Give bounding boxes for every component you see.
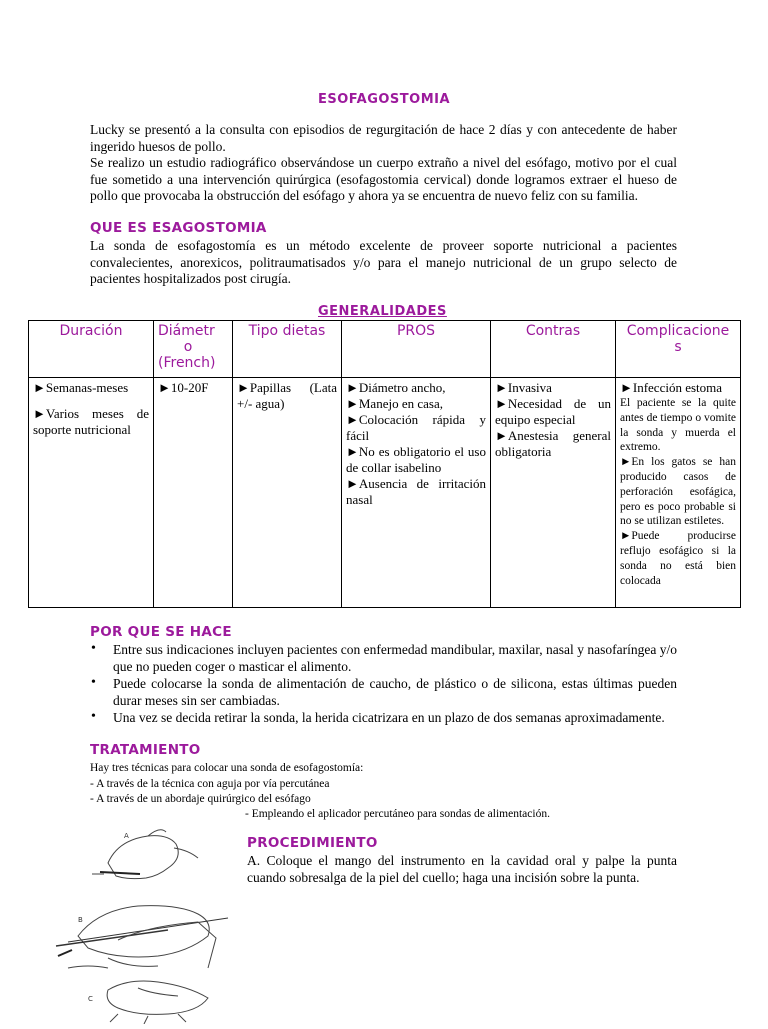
pros-item: ►Colocación rápida y fácil	[346, 412, 486, 443]
list-item: • Entre sus indicaciones incluyen pacientes con enfermedad mandibular, maxilar, nasal y nasofaríngea y/o que no pueden coger o masticar el alimento.	[91, 641, 677, 674]
por-que-list	[90, 642, 677, 728]
cell-duracion	[29, 378, 154, 608]
figure-label-c: C	[88, 995, 93, 1003]
tratamiento-item: - Empleando el aplicador percutáneo para sondas de alimentación.	[245, 808, 550, 820]
complicaciones-item: El paciente se la quite antes de tiempo o vomite la sonda y muerda el extremo.	[620, 397, 736, 454]
contras-item: ►Invasiva	[495, 380, 552, 395]
pros-item: ►Ausencia de irritación nasal	[346, 476, 486, 507]
duracion-item: ►Semanas-meses	[33, 380, 129, 395]
section-heading-procedimiento: PROCEDIMIENTO	[247, 835, 378, 851]
complicaciones-item: ►Infección estoma	[620, 380, 723, 395]
complicaciones-item: ►Puede producirse reflujo esofágico si la sonda no está bien colocada	[620, 530, 736, 587]
bullet-icon: •	[91, 675, 96, 690]
page-title: ESOFAGOSTOMIA	[317, 92, 451, 107]
tratamiento-intro: Hay tres técnicas para colocar una sonda de esofagostomía:	[90, 762, 364, 774]
tratamiento-item: - A través de un abordaje quirúrgico del esófago	[90, 793, 311, 805]
intro-paragraph-2: Se realizo un estudio radiográfico observándose un cuerpo extraño a nivel del esófago, motivo por el cual fue sometido a una intervención quirúrgica (esofagostomia cervical) donde logramos extraer el hueso de pollo que provocaba la obstrucción del esófago y ahora ya se encuentra de nuevo feliz con su familia.	[90, 155, 677, 203]
generalidades-heading: GENERALIDADES	[318, 304, 447, 319]
tipo-dietas-item: ►Papillas (Lata +/- agua)	[237, 380, 337, 411]
header-complicaciones: Complicacione s	[616, 321, 741, 378]
tratamiento-item: - A través de la técnica con aguja por vía percutánea	[90, 778, 330, 790]
duracion-item: ►Varios meses de soporte nutricional	[33, 406, 149, 437]
header-pros: PROS	[342, 321, 491, 378]
procedure-illustration	[48, 818, 236, 1024]
contras-item: ►Necesidad de un equipo especial	[495, 396, 611, 427]
header-diametro: Diámetr o (French)	[154, 321, 233, 378]
generalidades-table	[28, 320, 741, 608]
header-contras: Contras	[491, 321, 616, 378]
list-item: • Una vez se decida retirar la sonda, la herida cicatrizara en un plazo de dos semanas aproximadamente.	[91, 709, 665, 725]
table-row	[29, 378, 741, 608]
intro-paragraph-1: Lucky se presentó a la consulta con episodios de regurgitación de hace 2 días y con antecedente de haber ingerido huesos de pollo.	[90, 122, 677, 154]
list-item: • Puede colocarse la sonda de alimentación de caucho, de plástico o de silicona, estas últimas pueden durar meses sin ser cambiadas.	[91, 675, 677, 708]
pros-item: ►No es obligatorio el uso de collar isabelino	[346, 444, 486, 475]
cell-pros	[342, 378, 491, 608]
bullet-icon: •	[91, 709, 96, 724]
que-es-paragraph: La sonda de esofagostomía es un método excelente de proveer soporte nutricional a pacientes convalecientes, anorexicos, politraumatisados y/o para el manejo nutricional de un grupo selecto de pacientes hospitalizados post cirugía.	[90, 238, 677, 286]
header-tipo-dietas: Tipo dietas	[233, 321, 342, 378]
table-header-row	[29, 321, 741, 378]
cell-tipo-dietas	[233, 378, 342, 608]
pros-item: ►Manejo en casa,	[346, 396, 443, 411]
header-duracion: Duración	[29, 321, 154, 378]
figure-label-a: A	[124, 832, 129, 840]
section-heading-tratamiento: TRATAMIENTO	[90, 742, 201, 758]
cell-complicaciones	[616, 378, 741, 608]
section-heading-por-que: POR QUE SE HACE	[90, 624, 232, 640]
diametro-item: ►10-20F	[158, 380, 209, 395]
contras-item: ►Anestesia general obligatoria	[495, 428, 611, 459]
figure-label-b: B	[78, 916, 83, 924]
cell-diametro	[154, 378, 233, 608]
bullet-icon: •	[91, 641, 96, 656]
complicaciones-item: ►En los gatos se han producido casos de perforación esofágica, pero es poco probable si no se utilizan estiletes.	[620, 456, 736, 528]
pros-item: ►Diámetro ancho,	[346, 380, 446, 395]
procedimiento-text: A. Coloque el mango del instrumento en la cavidad oral y palpe la punta cuando sobresalga de la piel del cuello; haga una incisión sobre la punta.	[247, 853, 677, 885]
section-heading-que-es: QUE ES ESAGOSTOMIA	[90, 220, 267, 236]
cell-contras	[491, 378, 616, 608]
